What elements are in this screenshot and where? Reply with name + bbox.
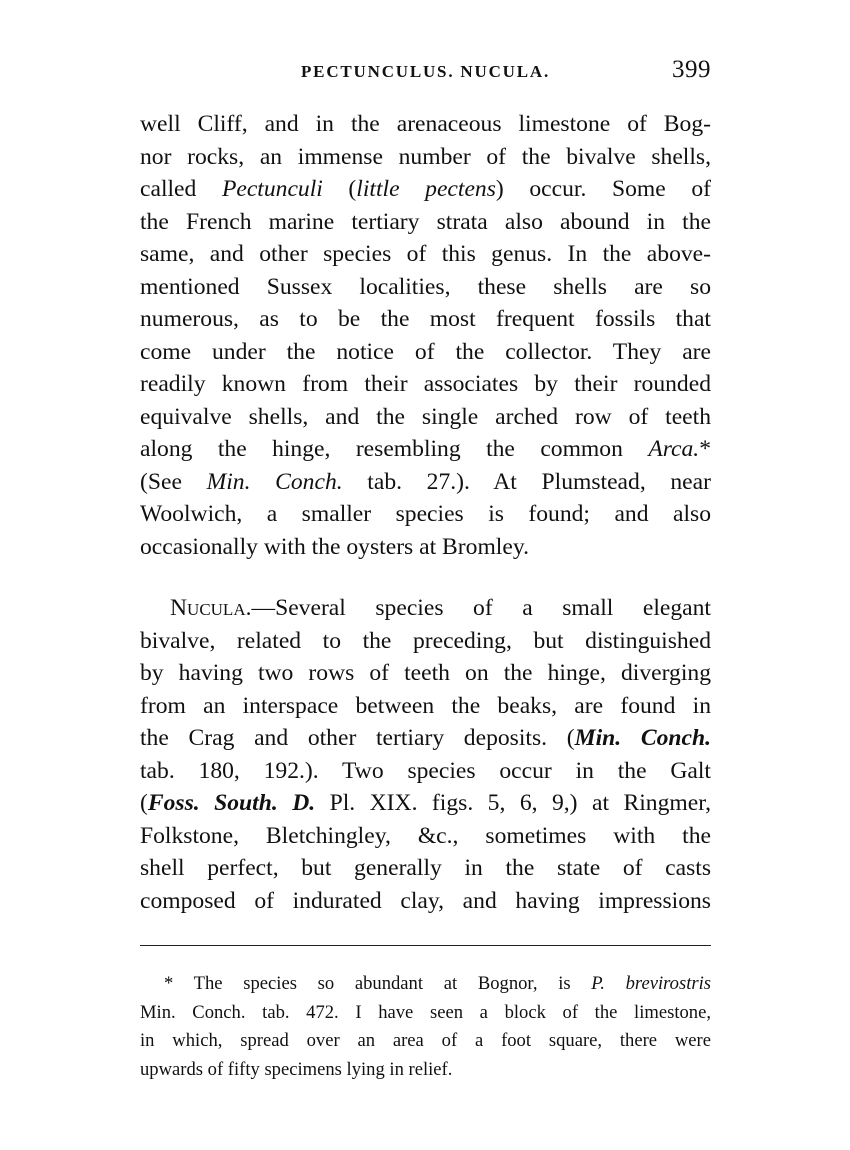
text-line: (Foss. South. D. Pl. XIX. figs. 5, 6, 9,) at Ringmer, <box>140 790 712 816</box>
running-title: PECTUNCULUS. NUCULA. <box>301 62 550 81</box>
footnote-line: in which, spread over an area of a foot square, there were <box>140 1030 711 1051</box>
text-line: from an interspace between the beaks, are found in <box>140 692 711 719</box>
section-heading: Nucula <box>170 595 246 621</box>
text-line: bivalve, related to the preceding, but distinguished <box>140 627 711 654</box>
running-head <box>140 56 711 92</box>
text-line: called Pectunculi (little pectens) occur. Some of <box>140 176 711 202</box>
text-line: (See Min. Conch. tab. 27.). At Plumstead, near <box>140 468 711 495</box>
footnote-line: upwards of fifty specimens lying in relief. <box>140 1058 453 1080</box>
text-line: readily known from their associates by their rounded <box>140 371 711 397</box>
text-line: composed of indurated clay, and having impressions <box>140 887 711 914</box>
footnote-marker: * <box>699 436 711 462</box>
reference-title: Min. Conch. <box>206 468 343 495</box>
footnote-divider <box>140 945 711 946</box>
genus-name: Arca. <box>648 436 700 462</box>
text-line: Folkstone, Bletchingley, &c., sometimes with the <box>140 822 711 849</box>
text-line: same, and other species of this genus. In the above- <box>140 241 711 267</box>
footnote-line: * The species so abundant at Bognor, is P. brevirostris <box>164 973 711 994</box>
text-line: mentioned Sussex localities, these shells are so <box>140 273 711 300</box>
reference-title: Foss. South. D. <box>147 790 316 816</box>
text-line: shell perfect, but generally in the state of casts <box>140 855 711 881</box>
paragraph-pectunculus <box>140 108 711 563</box>
text-line: well Cliff, and in the arenaceous limestone of Bog- <box>140 111 711 137</box>
text-line: Woolwich, a smaller species is found; and also <box>140 501 711 527</box>
text-line: the French marine tertiary strata also abound in the <box>140 208 711 235</box>
footnote <box>140 970 711 1084</box>
text-line: nor rocks, an immense number of the bivalve shells, <box>140 143 711 170</box>
species-name: P. brevirostris <box>591 973 711 994</box>
translation: little pectens <box>356 176 496 202</box>
text-line: come under the notice of the collector. They are <box>140 338 711 365</box>
text-line: tab. 180, 192.). Two species occur in the Galt <box>140 757 711 784</box>
page-number: 399 <box>672 56 711 83</box>
text-line: occasionally with the oysters at Bromley. <box>140 533 529 560</box>
text-line: equivalve shells, and the single arched row of teeth <box>140 403 711 430</box>
paragraph-nucula <box>140 592 711 917</box>
genus-name: Pectunculi <box>221 176 323 202</box>
text-line: the Crag and other tertiary deposits. (Min. Conch. <box>140 725 711 751</box>
text-line: Nucula.—Several species of a small elegant <box>170 595 711 621</box>
footnote-line: Min. Conch. tab. 472. I have seen a block of the limestone, <box>140 1001 711 1023</box>
text-line: along the hinge, resembling the common Arca.* <box>140 436 711 462</box>
text-line: by having two rows of teeth on the hinge, diverging <box>140 660 711 686</box>
text-line: numerous, as to be the most frequent fossils that <box>140 306 711 332</box>
reference-title: Min. Conch. <box>574 725 711 751</box>
